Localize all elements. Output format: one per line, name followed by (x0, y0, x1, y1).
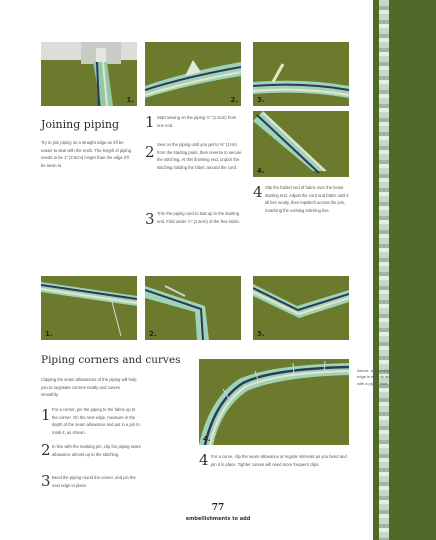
photo-joining-2 (145, 42, 241, 106)
page-number: 77 (211, 503, 225, 513)
step-number: 3 (41, 472, 51, 490)
photo-corners-1 (41, 276, 137, 340)
step-text: Start sewing on the piping ½" (1.5cm) from one end. (157, 115, 237, 128)
step-text: Trim the piping cord to butt up to the starting end. Fold under ½" (1.5cm) of the free fabric. (157, 211, 241, 224)
photo-corners-3 (253, 276, 349, 340)
section-intro: Try to join piping on a straight edge as it'll be easier to deal with the ends. The length of piping needs to be 1" (2.5cm) longer than the edge it'll be sewn to. (41, 140, 132, 168)
photo-corners-4 (199, 359, 349, 445)
photo-label: 4. (257, 167, 265, 175)
photo-label: 4. (203, 435, 211, 443)
step-number: 1 (145, 113, 155, 131)
photo-joining-3 (253, 42, 349, 106)
step-number: 2 (41, 441, 51, 459)
photo-label: 1. (45, 330, 53, 338)
step-number: 1 (41, 406, 51, 424)
photo-joining-4 (253, 111, 349, 177)
photo-label: 2. (149, 330, 157, 338)
step-number: 4 (199, 451, 209, 469)
section-intro: Clipping the seam allowances of the piping will help you to negotiate corners neatly and curves smoothly. (41, 377, 137, 398)
photo-joining-1 (41, 42, 137, 106)
step-text: In line with the marking pin, clip the piping seam allowance almost up to the stitching. (52, 444, 141, 457)
side-strip-stitch (379, 0, 389, 540)
chapter-name: embellishments to add (185, 516, 251, 522)
section-title: Piping corners and curves (41, 354, 181, 366)
step-text: Slip the folded end of fabric over the loose starting end. Adjust the cord and fabric until it all lies neatly, then topstitch across the join, matching the existing stitching line. (265, 185, 349, 213)
photo-caption: Above: a smoothly piped edge is easy to achieve with a piping foot. (357, 368, 401, 386)
step-text: For a corner, pin the piping to the fabric up to the corner. On the next edge, measure in the depth of the seam allowance and put in a pin to mark it, as shown. (52, 407, 140, 435)
step-number: 2 (145, 143, 155, 161)
photo-corners-2 (145, 276, 241, 340)
photo-label: 2. (230, 96, 238, 104)
step-text: Sew on the piping until you get to ⅜" (1cm) from the starting point, then reverse to secure the stitching. At this finishing end, unpick the stitching holding the fabric around the cord. (157, 142, 242, 170)
section-title: Joining piping (41, 118, 120, 131)
step-number: 3 (145, 210, 155, 228)
photo-label: 3. (257, 330, 265, 338)
step-text: Bend the piping round the corner, and pin the next edge in place. (52, 475, 136, 488)
photo-label: 1. (126, 96, 134, 104)
step-text: For a curve, clip the seam allowance at regular intervals as you bend and pin it in place. Tighter curves will need more frequent clips. (211, 454, 347, 467)
step-number: 4 (253, 183, 263, 201)
photo-label: 3. (257, 96, 265, 104)
